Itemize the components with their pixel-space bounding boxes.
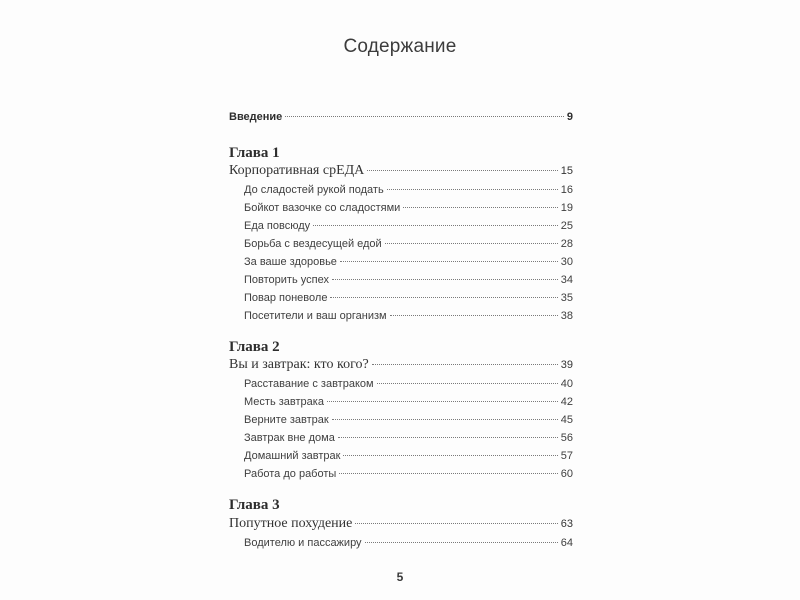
toc-entry[interactable] xyxy=(229,378,573,390)
toc-entry-label: Расставание с завтраком xyxy=(244,378,374,390)
toc-entry-page: 57 xyxy=(560,450,573,462)
dot-leader xyxy=(332,279,558,280)
toc-entry[interactable] xyxy=(229,184,573,196)
toc-entry-page: 56 xyxy=(560,432,573,444)
toc-entry-page: 30 xyxy=(560,256,573,268)
page-title: Содержание xyxy=(343,36,457,57)
dot-leader xyxy=(403,207,557,208)
toc-entry[interactable] xyxy=(229,432,573,444)
toc-entry-page: 60 xyxy=(560,468,573,480)
toc-entry-page: 15 xyxy=(560,165,573,177)
toc-entry-chapter-title[interactable] xyxy=(229,357,573,373)
toc-entry[interactable] xyxy=(229,292,573,304)
toc-entry-label: Верните завтрак xyxy=(244,414,329,426)
toc-entry-page: 38 xyxy=(560,310,573,322)
toc-entry[interactable] xyxy=(229,220,573,232)
toc-entry-page: 19 xyxy=(560,202,573,214)
dot-leader xyxy=(385,243,558,244)
toc-entry[interactable] xyxy=(229,414,573,426)
toc-entry-chapter-title[interactable] xyxy=(229,163,573,179)
toc-entry-label: За ваше здоровье xyxy=(244,256,337,268)
toc-entry-label: Завтрак вне дома xyxy=(244,432,335,444)
toc-entry-page: 35 xyxy=(560,292,573,304)
toc-entry-label: Еда повсюду xyxy=(244,220,311,232)
dot-leader xyxy=(365,542,558,543)
dot-leader xyxy=(313,225,558,226)
toc-entry-label: Посетители и ваш организм xyxy=(244,310,387,322)
toc-entry[interactable] xyxy=(229,274,573,286)
toc-entry[interactable] xyxy=(229,310,573,322)
chapter-heading: Глава 1 xyxy=(229,145,280,161)
toc-entry-label: Работа до работы xyxy=(244,468,337,480)
chapter-heading: Глава 3 xyxy=(229,497,280,513)
dot-leader xyxy=(330,297,557,298)
toc-entry-label: Домашний завтрак xyxy=(244,450,341,462)
toc-entry-page: 45 xyxy=(560,414,573,426)
dot-leader xyxy=(387,189,558,190)
dot-leader xyxy=(377,383,558,384)
dot-leader xyxy=(338,437,558,438)
dot-leader xyxy=(285,116,564,117)
toc-entry-page: 34 xyxy=(560,274,573,286)
dot-leader xyxy=(367,170,557,171)
toc-entry[interactable] xyxy=(229,450,573,462)
chapter-heading: Глава 2 xyxy=(229,339,280,355)
dot-leader xyxy=(340,261,558,262)
toc-entry-page: 40 xyxy=(560,378,573,390)
toc-entry-label: Месть завтрака xyxy=(244,396,324,408)
toc-entry[interactable] xyxy=(229,238,573,250)
toc-entry-page: 42 xyxy=(560,396,573,408)
toc-entry-label: Повар поневоле xyxy=(244,292,328,304)
toc-entry[interactable] xyxy=(229,396,573,408)
toc-entry-page: 28 xyxy=(560,238,573,250)
toc-entry-label: Вы и завтрак: кто кого? xyxy=(229,357,369,372)
toc-entry[interactable] xyxy=(229,537,573,549)
toc-entry[interactable] xyxy=(229,202,573,214)
toc-entry-page: 25 xyxy=(560,220,573,232)
toc-entry-label: Введение xyxy=(229,111,283,123)
dot-leader xyxy=(390,315,558,316)
toc-entry-label: Повторить успех xyxy=(244,274,329,286)
dot-leader xyxy=(327,401,558,402)
toc-entry[interactable] xyxy=(229,256,573,268)
toc-entry-label: Борьба с вездесущей едой xyxy=(244,238,382,250)
dot-leader xyxy=(332,419,558,420)
dot-leader xyxy=(372,364,558,365)
toc-entry-introduction[interactable] xyxy=(229,111,573,123)
toc-entry-label: Бойкот вазочке со сладостями xyxy=(244,202,401,214)
toc-entry-page: 64 xyxy=(560,537,573,549)
toc-entry-page: 63 xyxy=(560,518,573,530)
toc-entry-label: Корпоративная срЕДА xyxy=(229,163,365,178)
toc-entry-label: До сладостей рукой подать xyxy=(244,184,384,196)
toc-entry[interactable] xyxy=(229,468,573,480)
dot-leader xyxy=(355,523,557,524)
toc-entry-page: 39 xyxy=(560,359,573,371)
toc-entry-label: Водителю и пассажиру xyxy=(244,537,362,549)
toc-entry-page: 16 xyxy=(560,184,573,196)
dot-leader xyxy=(339,473,557,474)
dot-leader xyxy=(343,455,557,456)
toc-entry-page: 9 xyxy=(566,111,573,123)
page-number: 5 xyxy=(396,570,404,584)
toc-entry-label: Попутное похудение xyxy=(229,516,353,531)
toc-entry-chapter-title[interactable] xyxy=(229,516,573,532)
